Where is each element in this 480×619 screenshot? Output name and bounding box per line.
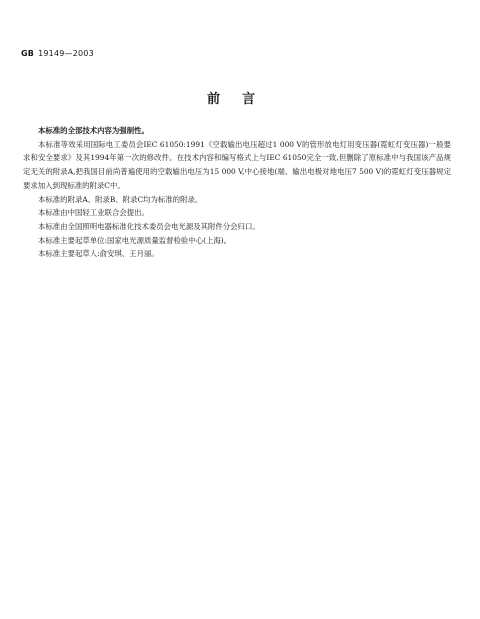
foreword-body (23, 124, 451, 261)
standard-number: 19149—2003 (38, 49, 94, 58)
paragraph-drafters: 本标准主要起草人:俞安琪、王月丽。 (38, 249, 159, 259)
standard-number-header (21, 49, 94, 58)
paragraph-annexes: 本标准的附录A、附录B、附录C均为标准的附录。 (38, 194, 203, 204)
paragraph-proposer: 本标准由中国轻工业联合会提出。 (38, 208, 149, 218)
paragraph-committee: 本标准由全国照明电器标准化技术委员会电光源及其附件分会归口。 (38, 221, 260, 231)
section-title: 前言 (206, 92, 277, 107)
standard-prefix: GB (21, 49, 35, 58)
paragraph-drafting-unit: 本标准主要起草单位:国家电光源质量监督检验中心(上海)。 (38, 235, 232, 245)
paragraph-adoption: 本标准等效采用国际电工委员会IEC 61050:1991《空载输出电压超过1 000 V的管形放电灯用变压器(霓虹灯变压器)一般要求和安全要求》及其1994年第一次的修改件。在技术内容和编写格式上与IEC 61050完全一致,但删除了原标准中与我国该产品规定无关的附录A,把我国目前尚普遍使用的空载输出电压为15 000 V,中心接地(端、输出电极对地电压7 500 V)的霓虹灯变压器规定要求加入到现标准的附录C中。 (23, 139, 451, 190)
paragraph-mandatory: 本标准的全部技术内容为强制性。 (38, 126, 149, 135)
